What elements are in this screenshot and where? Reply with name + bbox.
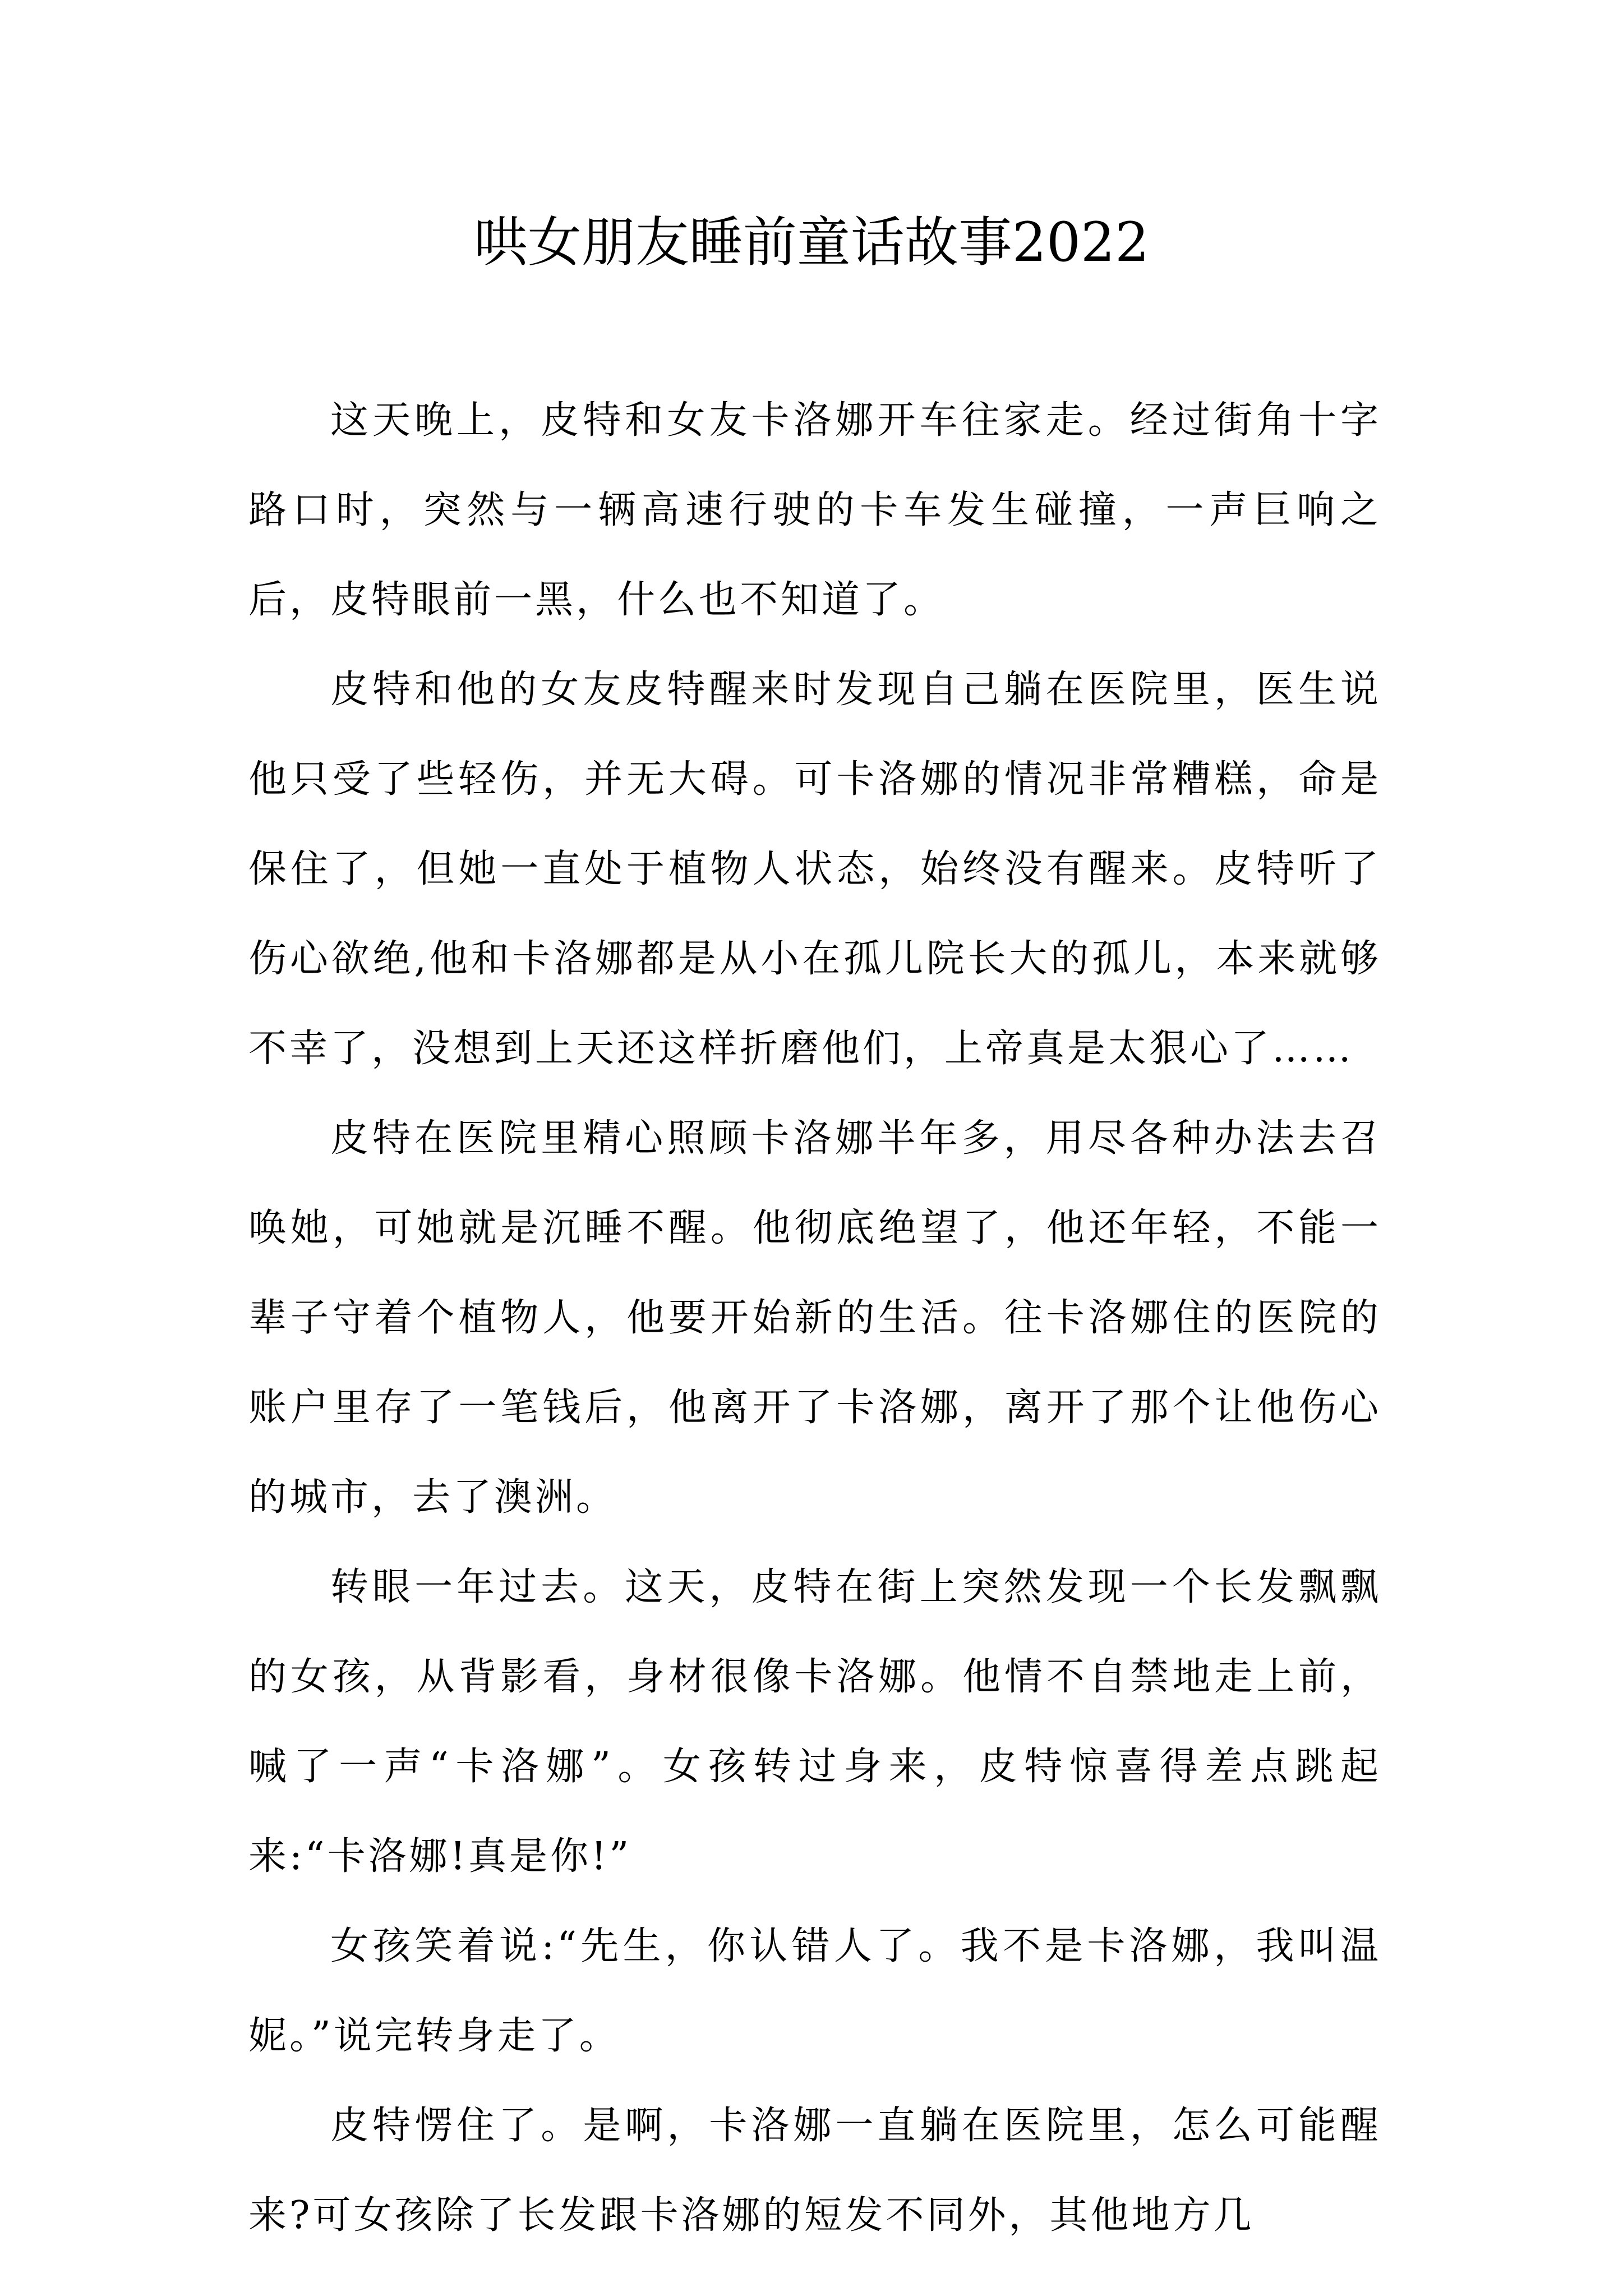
paragraph: 女孩笑着说:“先生，你认错人了。我不是卡洛娜，我叫温妮。”说完转身走了。 [248,1924,1381,2058]
document-title: 哄女朋友睡前童话故事2022 [473,211,1150,274]
paragraph: 皮特和他的女友皮特醒来时发现自己躺在医院里，医生说他只受了些轻伤，并无大碍。可卡洛娜的情况非常糟糕，命是保住了，但她一直处于植物人状态，始终没有醒来。皮特听了伤心欲绝,他和卡洛娜都是从小在孤儿院长大的孤儿，本来就够不幸了，没想到上天还这样折磨他们，上帝真是太狠心了…… [248,668,1381,1071]
document-body [248,376,1381,2261]
paragraph: 转眼一年过去。这天，皮特在街上突然发现一个长发飘飘的女孩，从背影看，身材很像卡洛娜。他情不自禁地走上前，喊了一声“卡洛娜”。女孩转过身来，皮特惊喜得差点跳起来:“卡洛娜!真是你!” [248,1565,1381,1879]
paragraph: 这天晚上，皮特和女友卡洛娜开车往家走。经过街角十字路口时，突然与一辆高速行驶的卡车发生碰撞，一声巨响之后，皮特眼前一黑，什么也不知道了。 [248,398,1381,622]
paragraph: 皮特在医院里精心照顾卡洛娜半年多，用尽各种办法去召唤她，可她就是沉睡不醒。他彻底绝望了，他还年轻，不能一辈子守着个植物人，他要开始新的生活。往卡洛娜住的医院的账户里存了一笔钱后，他离开了卡洛娜，离开了那个让他伤心的城市，去了澳洲。 [248,1116,1381,1520]
paragraph: 皮特愣住了。是啊，卡洛娜一直躺在医院里，怎么可能醒来?可女孩除了长发跟卡洛娜的短发不同外，其他地方几 [248,2104,1381,2238]
